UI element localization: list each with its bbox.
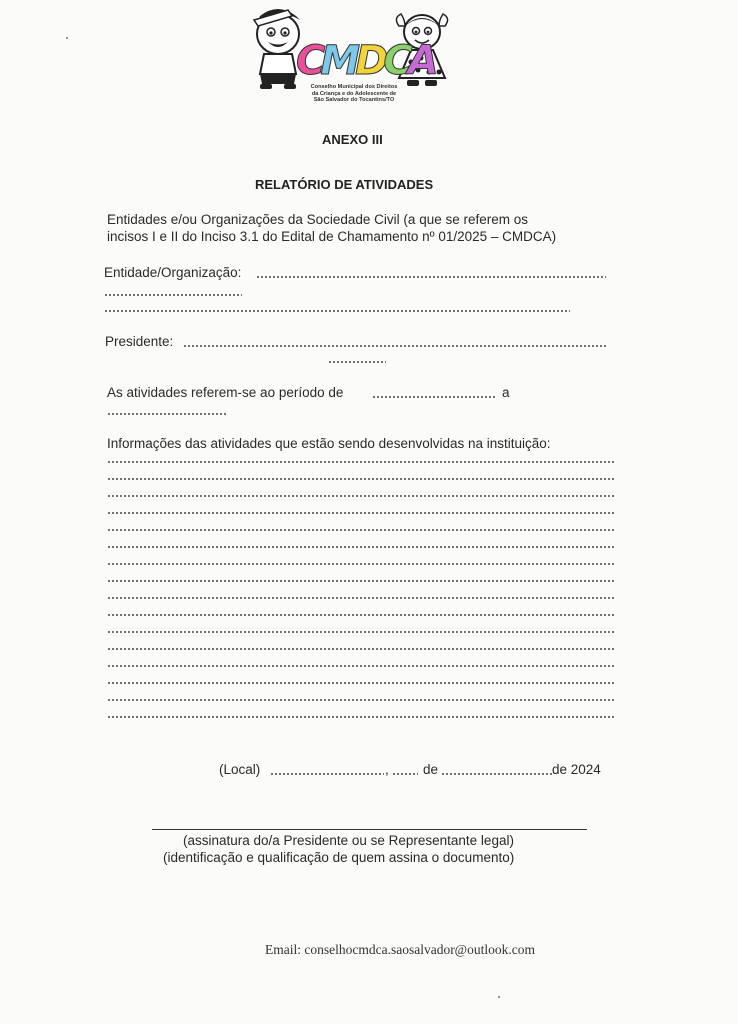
- intro-line-1: Entidades e/ou Organizações da Sociedade Civil (a que se referem os: [107, 212, 528, 227]
- entity-label: Entidade/Organização:: [104, 265, 242, 280]
- president-fill-line[interactable]: [183, 345, 607, 347]
- president-label: Presidente:: [105, 334, 174, 349]
- intro-line-2: incisos I e II do Inciso 3.1 do Edital de Chamamento nº 01/2025 – CMDCA): [107, 229, 557, 244]
- activity-fill-line[interactable]: [107, 512, 615, 514]
- local-label: (Local): [219, 762, 261, 777]
- activity-fill-line[interactable]: [107, 580, 615, 582]
- logo-subtitle-line: da Criança e do Adolescente de: [311, 90, 397, 97]
- day-fill[interactable]: [392, 773, 418, 775]
- signature-caption-2: (identificação e qualificação de quem assina o documento): [163, 850, 515, 865]
- activity-fill-line[interactable]: [107, 478, 615, 480]
- activity-fill-line[interactable]: [107, 495, 615, 497]
- activities-label: Informações das atividades que estão sendo desenvolvidas na instituição:: [107, 436, 551, 451]
- period-start-fill[interactable]: [372, 396, 497, 398]
- activity-fill-line[interactable]: [107, 631, 615, 633]
- activity-fill-line[interactable]: [107, 546, 615, 548]
- activity-fill-line[interactable]: [107, 614, 615, 616]
- activity-fill-line[interactable]: [107, 648, 615, 650]
- period-label: As atividades referem-se ao período de: [107, 385, 344, 400]
- logo-subtitle-line: São Salvador do Tocantins/TO: [313, 97, 395, 103]
- local-fill[interactable]: [270, 773, 384, 775]
- logo-subtitle-line: Conselho Municipal dos Direitos: [310, 84, 398, 90]
- activity-fill-line[interactable]: [107, 682, 615, 684]
- period-connector: a: [502, 385, 510, 400]
- scan-speck: [66, 37, 68, 39]
- activity-fill-line[interactable]: [107, 597, 615, 599]
- activity-fill-line[interactable]: [107, 665, 615, 667]
- local-comma: ,: [385, 762, 389, 777]
- scan-speck: [498, 996, 500, 998]
- entity-fill-line[interactable]: [256, 276, 606, 278]
- day-prefix: de: [423, 762, 439, 777]
- president-fill-line[interactable]: [328, 361, 386, 363]
- period-end-fill[interactable]: [107, 413, 228, 415]
- contact-email: Email: conselhocmdca.saosalvador@outlook.com: [265, 942, 535, 957]
- activity-fill-line[interactable]: [107, 716, 615, 718]
- logo-subtitle: [294, 84, 414, 104]
- logo-letter: C: [296, 38, 321, 84]
- signature-caption-1: (assinatura do/a Presidente ou se Representante legal): [183, 833, 514, 848]
- month-fill[interactable]: [441, 773, 552, 775]
- logo-letter: D: [355, 38, 384, 84]
- year-suffix: de 2024: [552, 762, 601, 777]
- activity-fill-line[interactable]: [107, 529, 615, 531]
- activity-fill-line[interactable]: [107, 699, 615, 701]
- signature-line[interactable]: [152, 829, 587, 830]
- annex-title: ANEXO III: [322, 132, 383, 147]
- activity-fill-line[interactable]: [107, 461, 615, 463]
- entity-fill-line[interactable]: [104, 310, 570, 312]
- activity-fill-line[interactable]: [107, 563, 615, 565]
- report-title: RELATÓRIO DE ATIVIDADES: [255, 177, 434, 192]
- logo-letter: A: [407, 38, 434, 84]
- logo-letter: M: [320, 38, 356, 84]
- cmdca-logo: [248, 8, 453, 110]
- cmdca-wordmark: [296, 36, 434, 86]
- entity-fill-line[interactable]: [104, 294, 242, 296]
- logo-letter: C: [383, 38, 408, 84]
